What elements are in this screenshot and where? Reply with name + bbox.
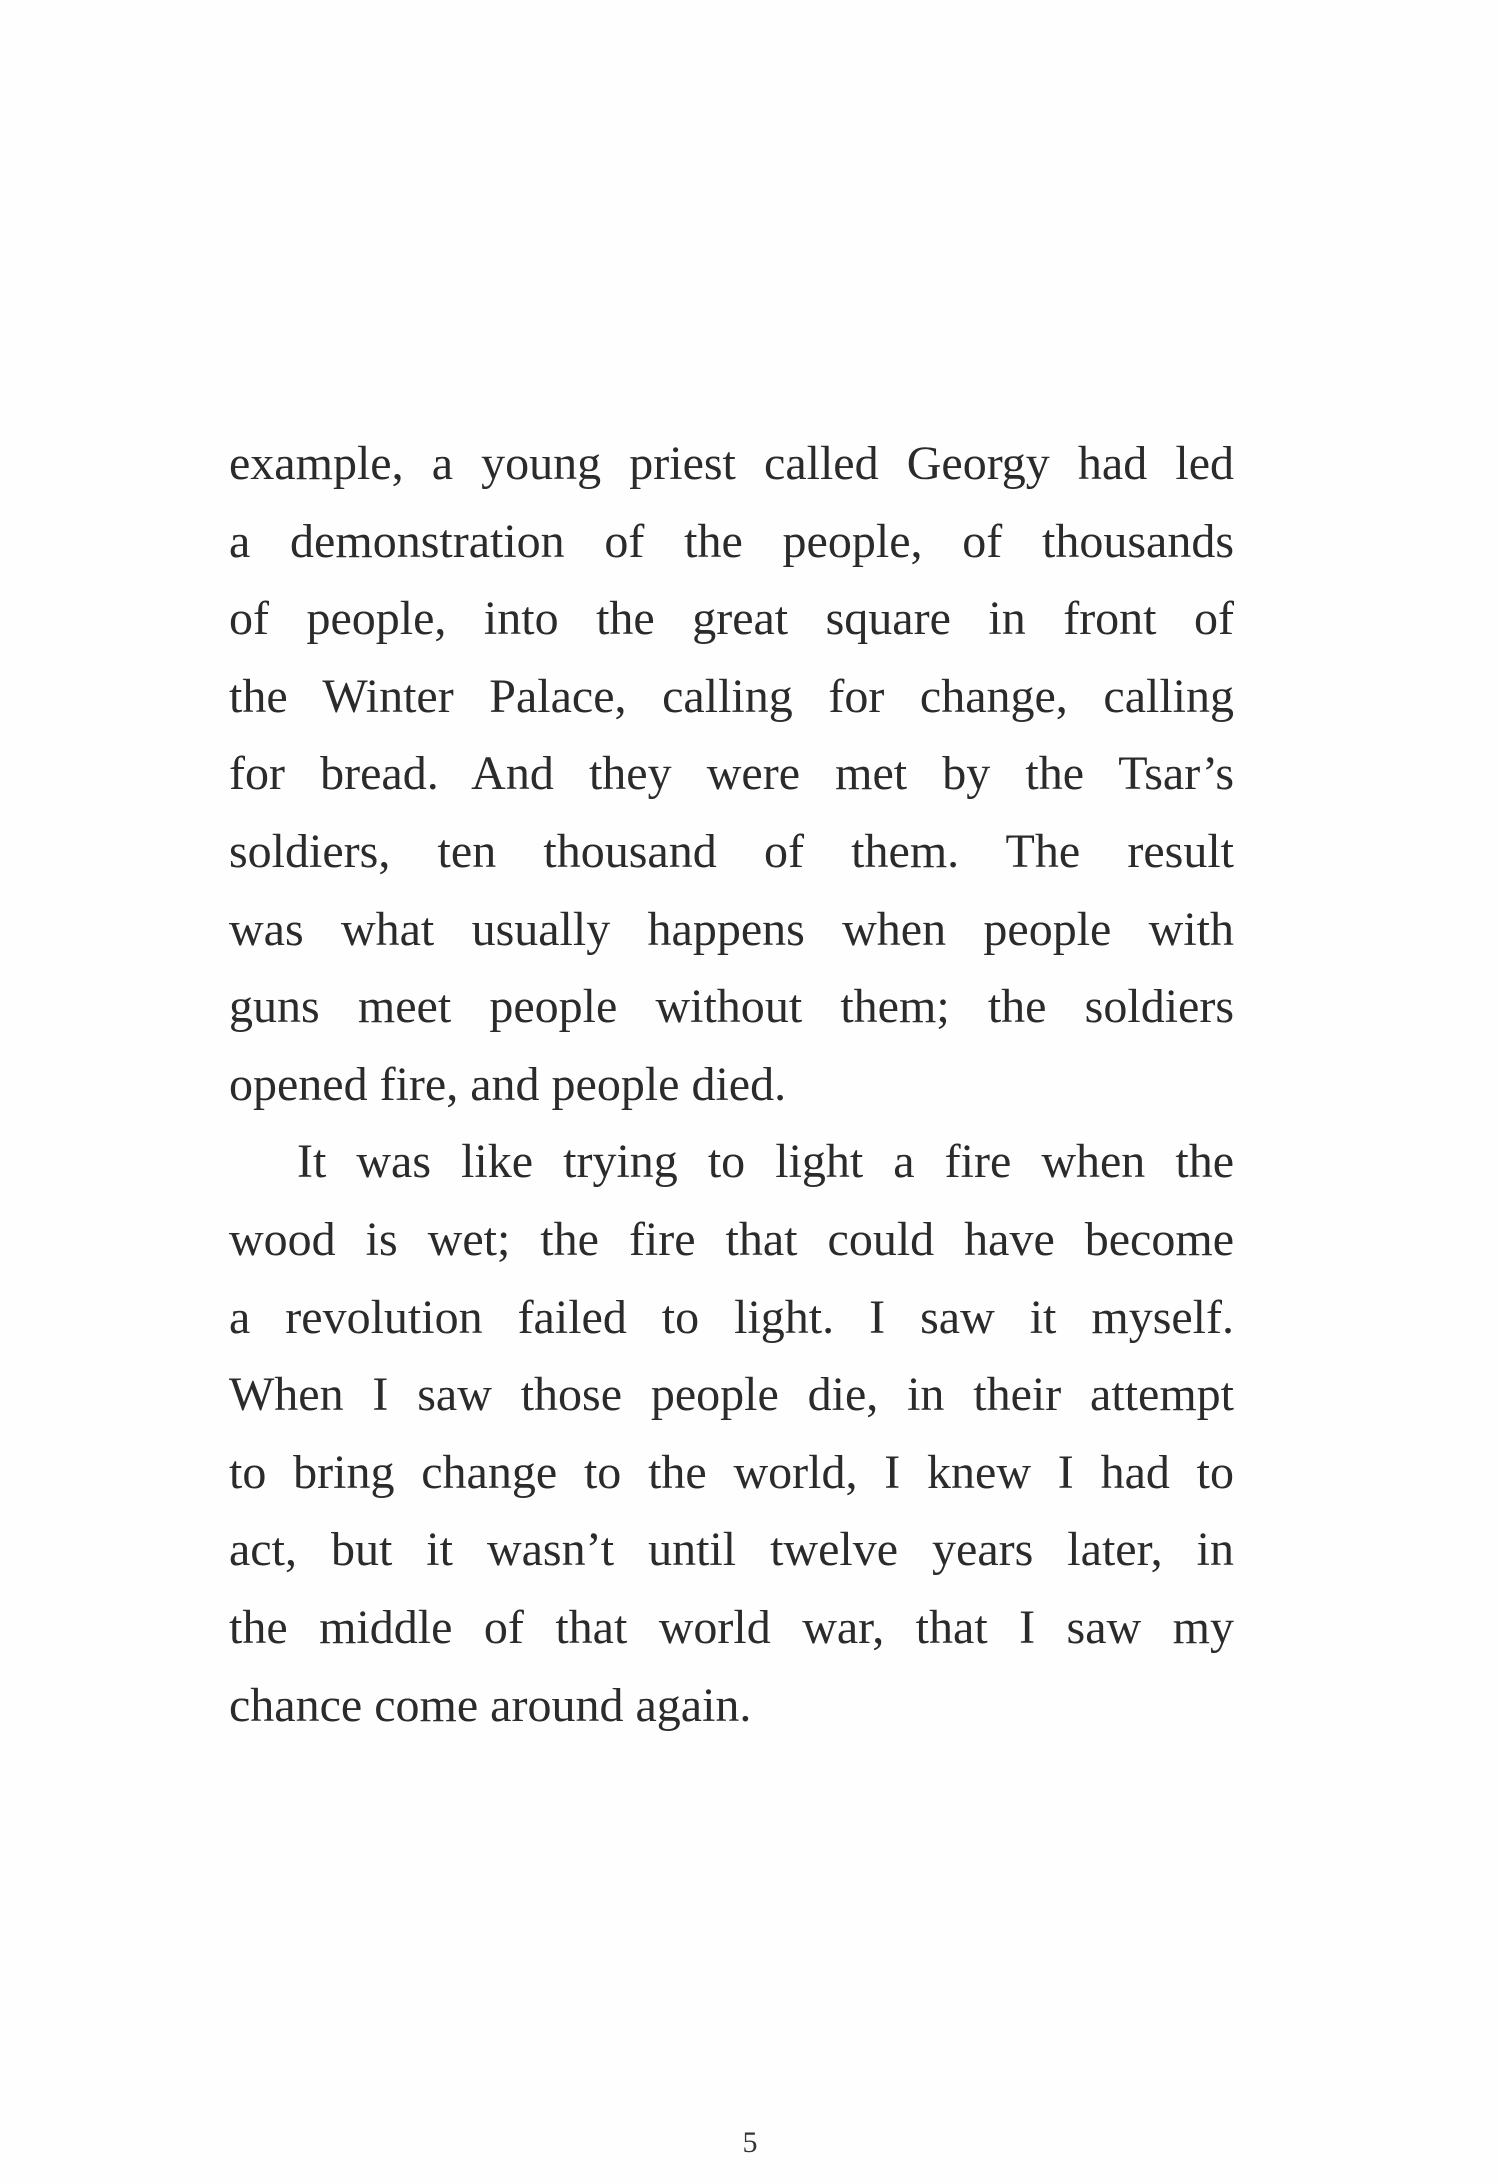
text-line: of people, into the great square in front of — [229, 592, 1234, 646]
text-line: wood is wet; the fire that could have become — [229, 1212, 1234, 1266]
text-line: It was like trying to light a fire when the — [297, 1135, 1234, 1189]
text-line: act, but it wasn’t until twelve years later, in — [229, 1523, 1234, 1577]
text-line: When I saw those people die, in their attempt — [229, 1368, 1234, 1422]
text-line: guns meet people without them; the soldiers — [229, 980, 1234, 1034]
text-line: a revolution failed to light. I saw it myself. — [229, 1290, 1234, 1344]
text-line: chance come around again. — [229, 1678, 752, 1732]
text-line: a demonstration of the people, of thousands — [229, 514, 1234, 568]
text-line: to bring change to the world, I knew I had to — [229, 1445, 1234, 1499]
page-number: 5 — [742, 2126, 758, 2159]
text-line: the middle of that world war, that I saw my — [229, 1600, 1234, 1654]
body-text — [229, 425, 1234, 1744]
text-line: for bread. And they were met by the Tsar’s — [229, 747, 1234, 801]
text-line: was what usually happens when people with — [229, 902, 1234, 956]
text-line: opened fire, and people died. — [229, 1057, 787, 1111]
text-line: example, a young priest called Georgy had led — [229, 437, 1234, 490]
text-line: soldiers, ten thousand of them. The result — [229, 824, 1234, 878]
text-line: the Winter Palace, calling for change, calling — [229, 669, 1234, 723]
